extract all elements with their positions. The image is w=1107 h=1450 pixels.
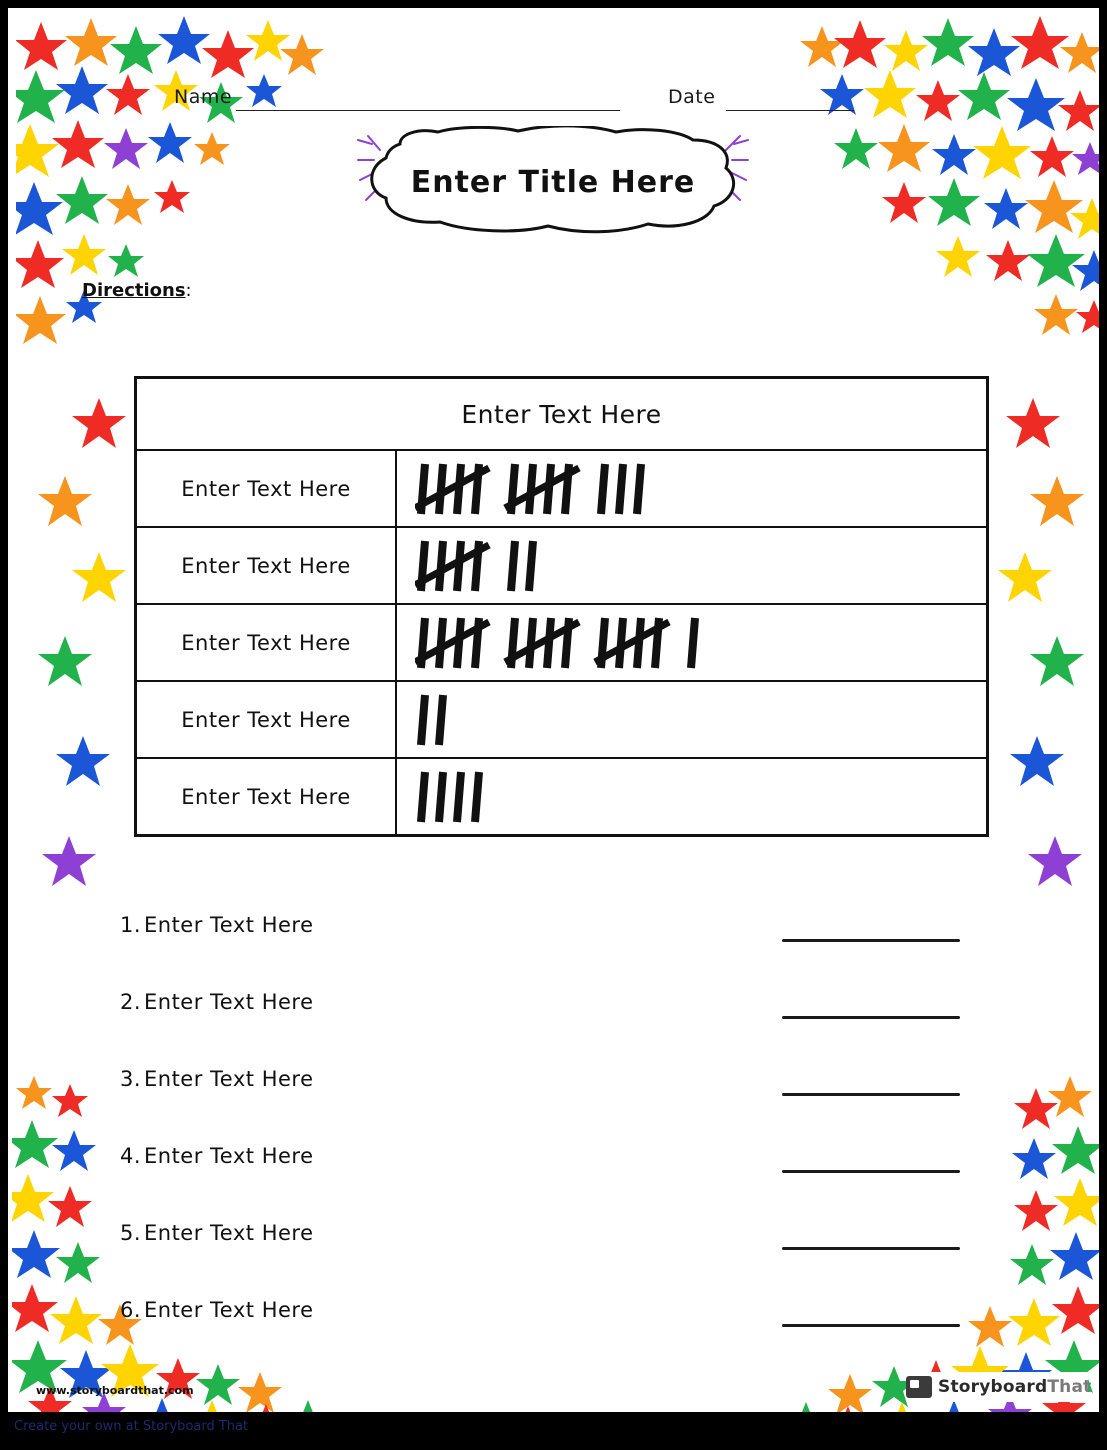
star-icon: [798, 12, 1099, 352]
storyboardthat-wordmark: StoryboardThat: [938, 1377, 1092, 1397]
title-text: Enter Title Here: [410, 164, 696, 200]
table-row: [136, 604, 988, 681]
star-icon: [1008, 734, 1066, 790]
tally-marks-2[interactable]: [396, 527, 988, 604]
question-text-2[interactable]: Enter Text Here: [144, 990, 314, 1014]
table-header-row: [136, 378, 988, 451]
star-icon: [40, 834, 98, 890]
tally-marks-5[interactable]: [396, 758, 988, 836]
question-text-5[interactable]: Enter Text Here: [144, 1221, 314, 1245]
question-number-4: 4.: [120, 1144, 142, 1168]
tally-marks-1[interactable]: [396, 450, 988, 527]
list-item: [120, 980, 980, 1057]
table-row: [136, 527, 988, 604]
directions-colon: :: [185, 280, 192, 301]
row-label-1[interactable]: Enter Text Here: [136, 450, 397, 527]
bottom-note: Create your own at Storyboard That: [14, 1419, 249, 1434]
star-icon: [36, 474, 94, 530]
footer-url[interactable]: www.storyboardthat.com: [36, 1384, 194, 1397]
row-label-2[interactable]: Enter Text Here: [136, 527, 397, 604]
star-icon: [1026, 834, 1084, 890]
question-number-3: 3.: [120, 1067, 142, 1091]
date-input-line[interactable]: [726, 110, 854, 111]
row-label-5[interactable]: Enter Text Here: [136, 758, 397, 836]
date-label: Date: [668, 86, 716, 108]
row-label-4[interactable]: Enter Text Here: [136, 681, 397, 758]
star-icon: [36, 634, 94, 690]
title-banner[interactable]: [348, 126, 758, 238]
directions-label: Directions: [82, 280, 186, 301]
table-row: [136, 681, 988, 758]
storyboardthat-logo[interactable]: [906, 1372, 1092, 1402]
list-item: [120, 1211, 980, 1288]
star-icon: [1028, 474, 1086, 530]
star-icon: [54, 734, 112, 790]
star-icon: [70, 550, 128, 606]
directions-row: [82, 280, 192, 301]
worksheet-page: [8, 8, 1099, 1412]
name-date-row: [8, 80, 1099, 112]
answer-line-1[interactable]: [782, 939, 960, 942]
question-number-1: 1.: [120, 913, 142, 937]
question-number-5: 5.: [120, 1221, 142, 1245]
question-number-2: 2.: [120, 990, 142, 1014]
question-number-6: 6.: [120, 1298, 142, 1322]
star-icon: [70, 396, 128, 452]
table-row: [136, 758, 988, 836]
name-input-line[interactable]: [236, 110, 620, 111]
question-list: [120, 903, 980, 1365]
list-item: [120, 903, 980, 980]
storyboard-icon: [906, 1376, 932, 1398]
table-row: [136, 450, 988, 527]
tally-marks-3[interactable]: [396, 604, 988, 681]
answer-line-2[interactable]: [782, 1016, 960, 1019]
answer-line-6[interactable]: [782, 1324, 960, 1327]
list-item: [120, 1057, 980, 1134]
list-item: [120, 1134, 980, 1211]
star-icon: [1028, 634, 1086, 690]
question-text-4[interactable]: Enter Text Here: [144, 1144, 314, 1168]
star-icon: [996, 550, 1054, 606]
question-text-6[interactable]: Enter Text Here: [144, 1298, 314, 1322]
table-header-cell[interactable]: Enter Text Here: [136, 378, 988, 451]
name-label: Name: [174, 86, 233, 108]
star-icon: [1004, 396, 1062, 452]
row-label-3[interactable]: Enter Text Here: [136, 604, 397, 681]
answer-line-3[interactable]: [782, 1093, 960, 1096]
star-icon: [16, 12, 346, 352]
question-text-3[interactable]: Enter Text Here: [144, 1067, 314, 1091]
tally-marks-4[interactable]: [396, 681, 988, 758]
answer-line-5[interactable]: [782, 1247, 960, 1250]
question-text-1[interactable]: Enter Text Here: [144, 913, 314, 937]
answer-line-4[interactable]: [782, 1170, 960, 1173]
tally-table: [134, 376, 989, 837]
list-item: [120, 1288, 980, 1365]
